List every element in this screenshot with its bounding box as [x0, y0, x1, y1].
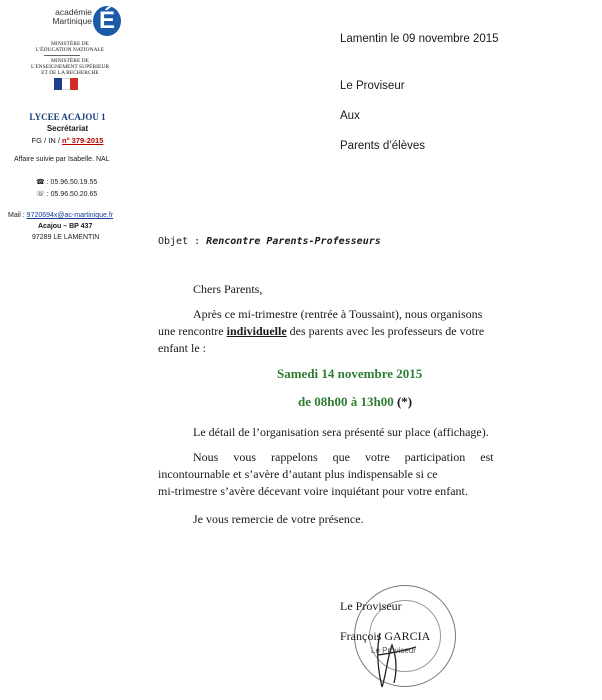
reference-number: FG / IN / n° 379-2015: [31, 136, 104, 145]
marianne-flag-icon: [54, 78, 78, 90]
paragraph-1-line2: une rencontre individuelle des parents avec les professeurs de votre: [158, 324, 485, 338]
paragraph-4: Je vous remercie de votre présence.: [193, 512, 364, 526]
recipients: Parents d’élèves: [340, 140, 426, 152]
ministry-line1: MINISTÈRE DE: [50, 41, 90, 47]
logo-line2: Martinique: [52, 16, 92, 26]
paragraph-3-line1: Nous vous rappelons que votre participation est: [193, 450, 494, 464]
paragraph-1-line3: enfant le :: [158, 341, 206, 355]
signature-name: François GARCIA: [340, 629, 431, 643]
academy-logo: [38, 6, 115, 38]
ministry-line5: ET DE LA RECHERCHE: [41, 70, 99, 76]
to-label: Aux: [340, 110, 360, 122]
divider: [44, 55, 80, 56]
subject-line: Objet : Rencontre Parents-Professeurs: [158, 236, 381, 247]
meeting-date: Samedi 14 novembre 2015: [277, 366, 423, 381]
meeting-time: de 08h00 à 13h00 (*): [298, 394, 413, 409]
signature-title: Le Proviseur: [340, 599, 402, 613]
ministry-line3: MINISTÈRE DE: [50, 58, 90, 64]
ministry-line2: L'ÉDUCATION NATIONALE: [35, 47, 105, 53]
handled-by: Affaire suivie par Isabelle. NAL: [14, 156, 110, 163]
address-line2: 97289 LE LAMENTIN: [32, 234, 100, 241]
fax-number: ☏ : 05.96.50.20.65: [36, 191, 98, 198]
stamp-label: Le Proviseur: [371, 646, 416, 655]
letter-date: Lamentin le 09 novembre 2015: [340, 33, 499, 45]
mail-line: Mail : 9720694x@ac-martinique.fr: [8, 212, 114, 219]
secretariat-label: Secrétariat: [46, 124, 89, 133]
paragraph-3-line2: incontournable et s’avère d’autant plus indispensable si ce: [158, 467, 438, 481]
logo-line1: académie: [55, 7, 92, 17]
address-line1: Acajou – BP 437: [38, 223, 93, 230]
paragraph-1-line1: Après ce mi-trimestre (rentrée à Toussaint), nous organisons: [193, 307, 483, 321]
logo-e-icon: É: [93, 6, 121, 36]
greeting: Chers Parents,: [193, 282, 263, 296]
paragraph-2: Le détail de l’organisation sera présenté sur place (affichage).: [193, 425, 489, 439]
mail-link[interactable]: 9720694x@ac-martinique.fr: [26, 212, 114, 219]
sender: Le Proviseur: [340, 80, 405, 92]
paragraph-3-line3: mi-trimestre s’avère décevant voire inquiétant pour votre enfant.: [158, 484, 468, 498]
school-name: LYCEE ACAJOU 1: [29, 112, 106, 122]
ministry-line4: L'ENSEIGNEMENT SUPÉRIEUR: [30, 64, 110, 70]
phone-number: ☎ : 05.96.50.19.55: [36, 179, 98, 186]
